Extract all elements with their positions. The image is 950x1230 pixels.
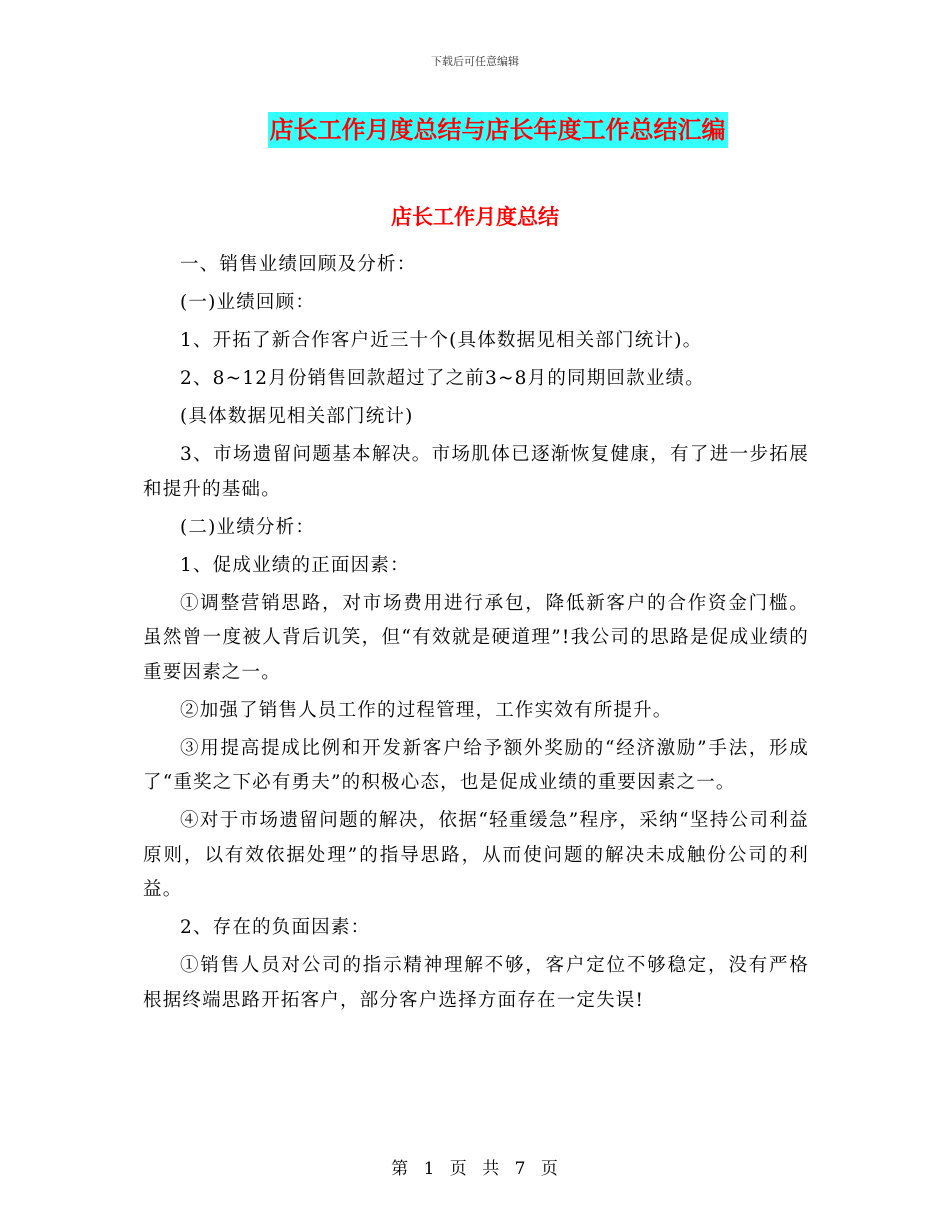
paragraph: ①销售人员对公司的指示精神理解不够，客户定位不够稳定，没有严格根据终端思路开拓客户，部分客户选择方面存在一定失误! — [143, 955, 809, 1011]
footer-label-total: 共 — [482, 1159, 501, 1179]
paragraph: 1、开拓了新合作客户近三十个(具体数据见相关部门统计)。 — [180, 330, 703, 351]
paragraph: (具体数据见相关部门统计) — [180, 406, 414, 427]
paragraph: 1、促成业绩的正面因素： — [180, 554, 410, 576]
section-title: 店长工作月度总结 — [391, 205, 559, 229]
paragraph: ②加强了销售人员工作的过程管理，工作实效有所提升。 — [180, 699, 673, 721]
body-text — [143, 248, 809, 1022]
paragraph: (二)业绩分析： — [180, 516, 316, 538]
paragraph: 2、8~12月份销售回款超过了之前3~8月的同期回款业绩。 — [180, 368, 705, 389]
main-title-wrap — [0, 112, 950, 148]
footer-label-page: 第 — [391, 1159, 410, 1179]
document-title: 店长工作月度总结与店长年度工作总结汇编 — [268, 112, 728, 148]
paragraph: 3、市场遗留问题基本解决。市场肌体已逐渐恢复健康，有了进一步拓展和提升的基础。 — [143, 444, 809, 500]
paragraph: ①调整营销思路，对市场费用进行承包，降低新客户的合作资金门槛。虽然曾一度被人背后讥笑，但“有效就是硬道理”!我公司的思路是促成业绩的重要因素之一。 — [143, 592, 809, 683]
paragraph: ③用提高提成比例和开发新客户给予额外奖励的“经济激励”手法，形成了“重奖之下必有勇夫”的积极心态，也是促成业绩的重要因素之一。 — [143, 737, 809, 793]
paragraph: (一)业绩回顾： — [180, 292, 316, 313]
paragraph: ④对于市场遗留问题的解决，依据“轻重缓急”程序，采纳“坚持公司利益原则，以有效依据处理”的指导思路，从而使问题的解决未成触份公司的利益。 — [143, 810, 809, 900]
page-footer — [0, 1154, 950, 1179]
footer-total-pages: 7 — [514, 1159, 527, 1179]
footer-label-ye2: 页 — [540, 1159, 559, 1179]
header-note: 下载后可任意编辑 — [431, 55, 519, 68]
paragraph: 2、存在的负面因素： — [180, 917, 371, 938]
paragraph: 一、销售业绩回顾及分析： — [180, 254, 417, 275]
footer-label-ye: 页 — [449, 1159, 468, 1179]
footer-current-page: 1 — [423, 1159, 436, 1179]
